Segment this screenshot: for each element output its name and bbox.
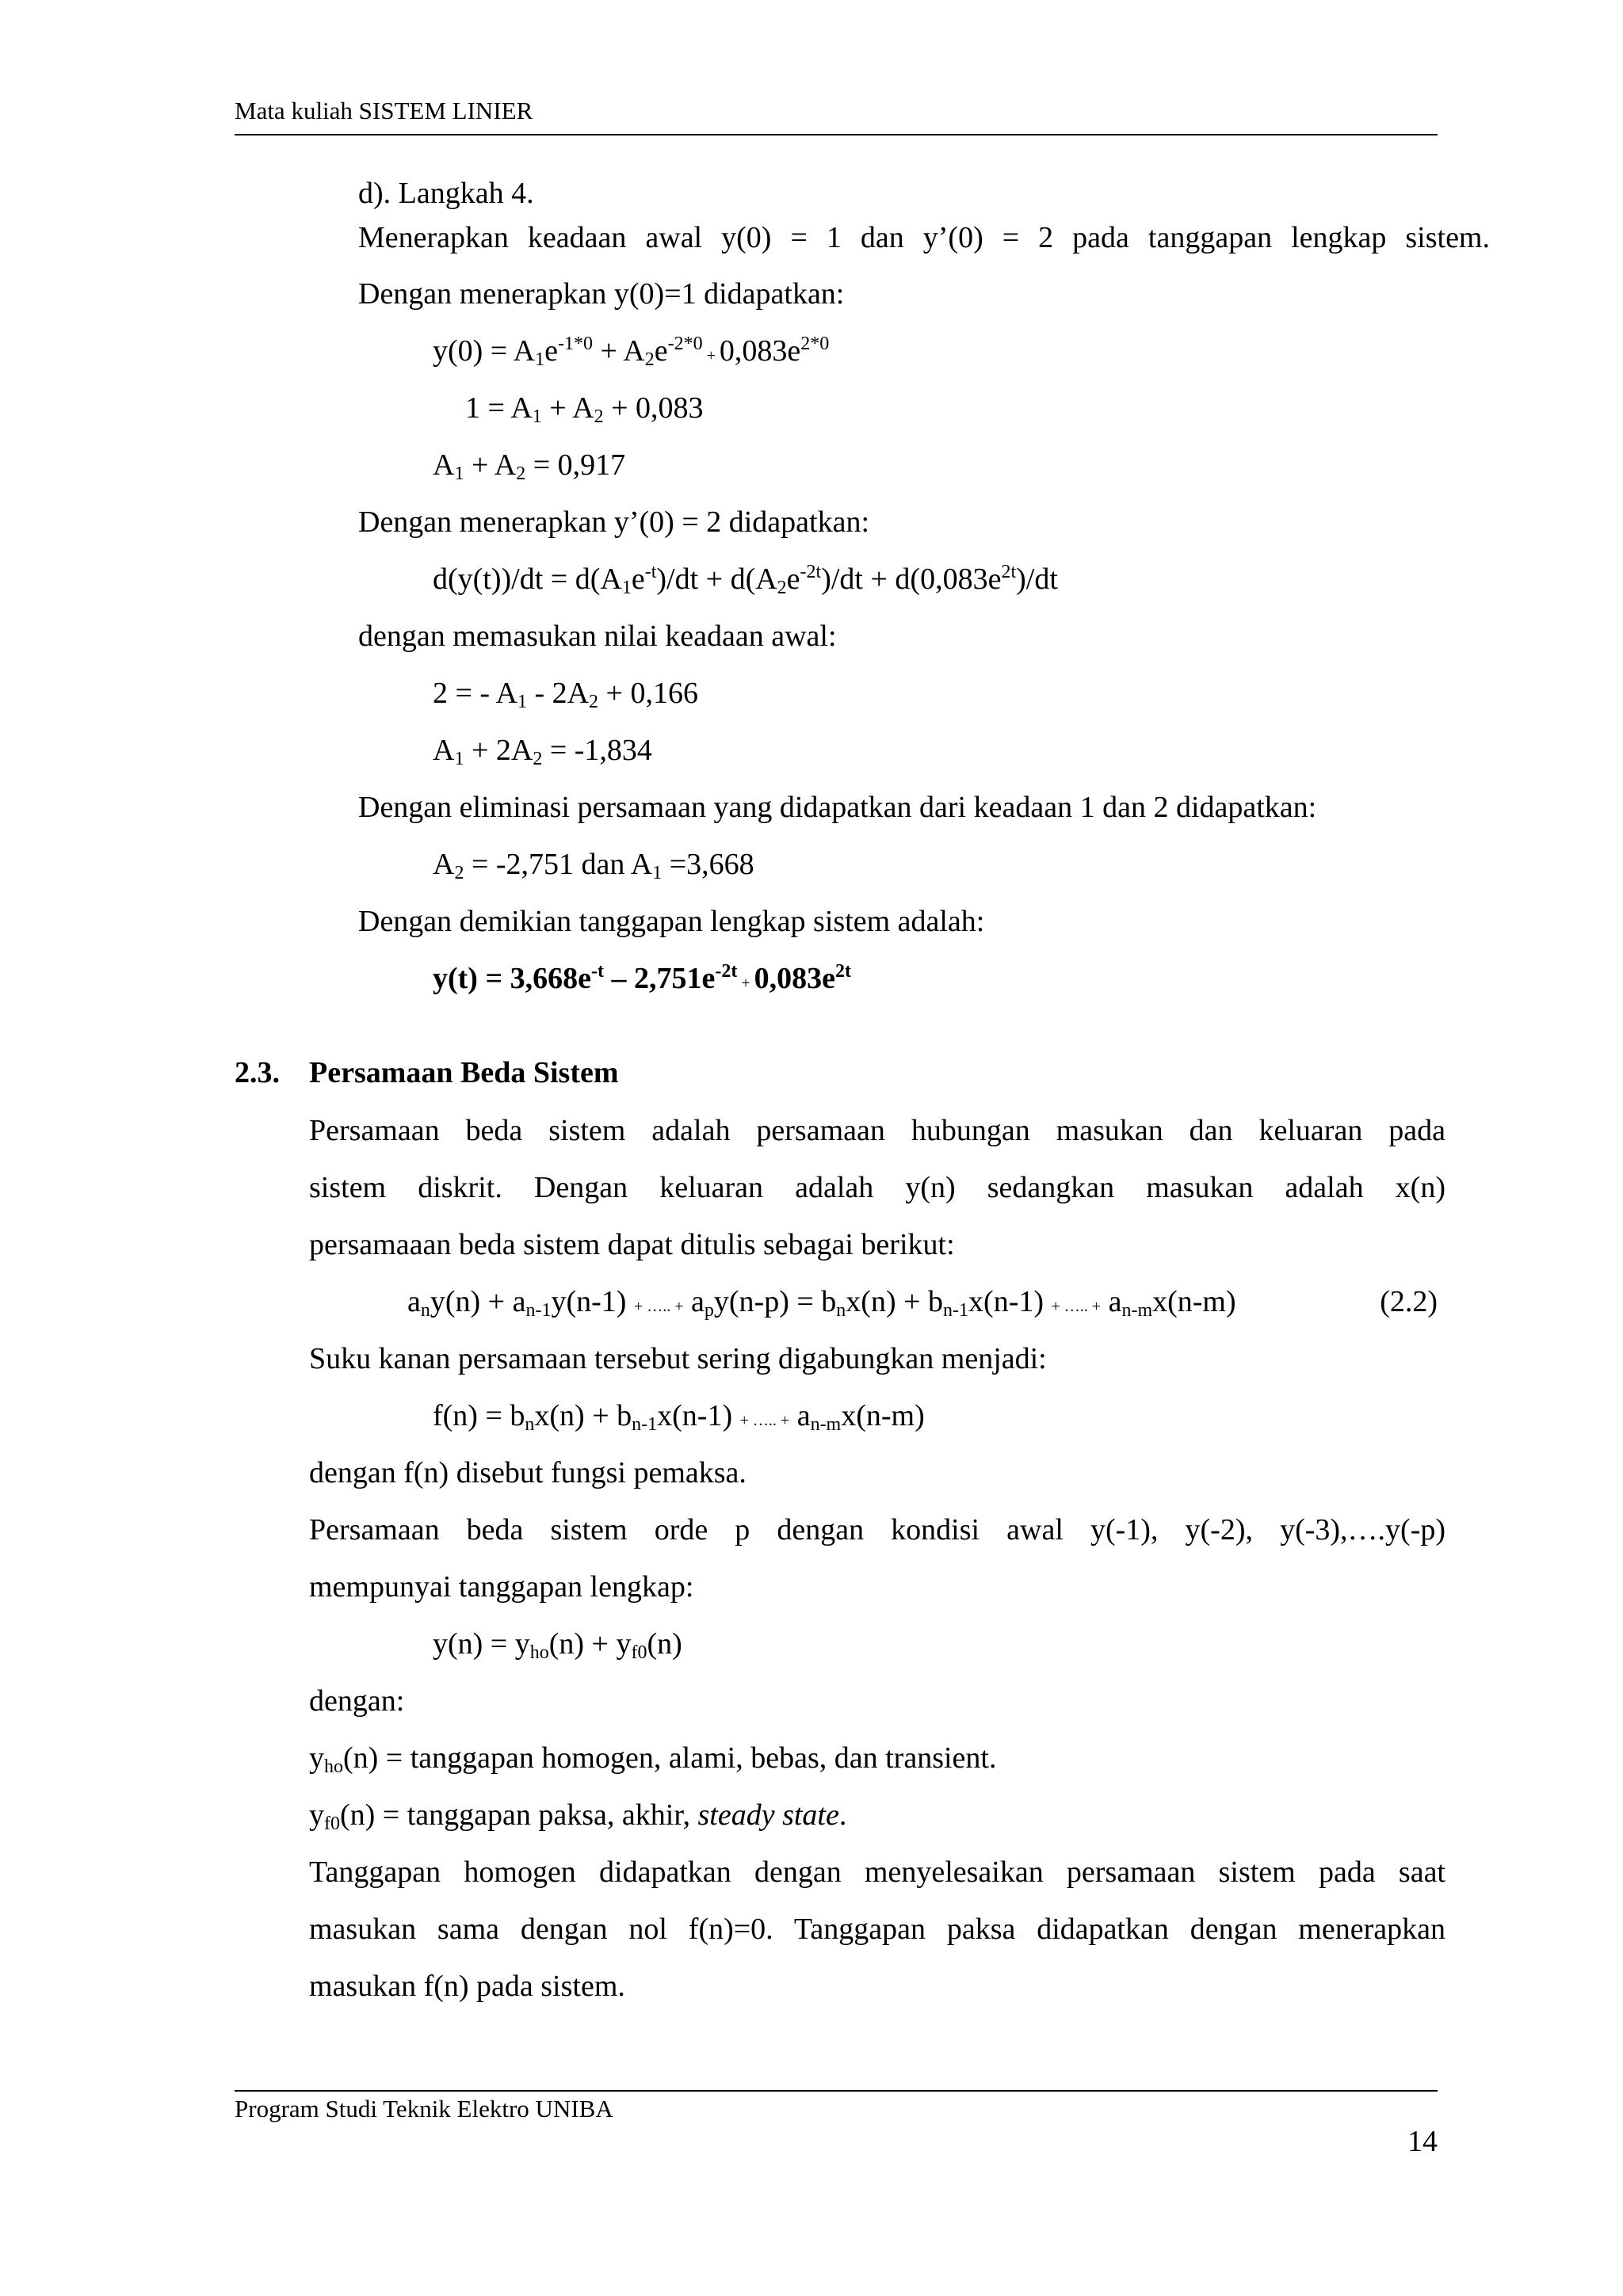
elimination-text: Dengan eliminasi persamaan yang didapatkan dari keadaan 1 dan 2 didapatkan: [358,791,1317,824]
step-heading: d). Langkah 4. [358,177,534,210]
header-rule [235,134,1438,135]
final-response-equation: $y(t) = 3,668e^{-t} - 2,751e^{-2t} + 0,083e^{2t}$ [433,961,851,995]
forcing-function-text: dengan f(n) disebut fungsi pemaksa. [309,1456,747,1489]
apply-dy0-text: Dengan menerapkan y’(0) = 2 didapatkan: [358,505,870,539]
conclusion-text: Dengan demikian tanggapan lengkap sistem adalah: [358,905,985,938]
paragraph-3-line-2: masukan sama dengan nol f(n)=0. Tanggapan paksa didapatkan dengan menerapkan [309,1913,1445,1946]
page-number: 14 [1407,2125,1438,2158]
equation-2-2: $a_ny(n) + a_{n-1}y(n-1)$ + ….. + $a_py(n-p) = b_nx(n) + b_{n-1}x(n-1)$ + ….. + $a_{n-m}x(n-m)$ [407,1285,1236,1321]
equation-initial-2: 2 = - $A_1 - 2A_2 + 0,166$ [433,677,698,712]
paragraph-2-line-1: Persamaan beda sistem orde p dengan kondisi awal y(-1), y(-2), y(-3),….y(-p) [309,1513,1445,1547]
paragraph-1-line-3: persamaaan beda sistem dapat ditulis sebagai berikut: [309,1228,955,1261]
with-text: dengan: [309,1684,405,1718]
definition-homogeneous: $y_{ho}(n)$ = tanggapan homogen, alami, bebas, dan transient. [309,1741,997,1777]
paragraph-3-line-3: masukan f(n) pada sistem. [309,1970,625,2003]
equation-complete-response: $y(n) = y_{ho}(n) + y_{f0}(n)$ [433,1627,682,1663]
equation-a1-2a2: $A_1 + 2A_2 = -1,834$ [433,734,652,769]
paragraph-1-line-1: Persamaan beda sistem adalah persamaan hubungan masukan dan keluaran pada [309,1114,1445,1147]
running-header: Mata kuliah SISTEM LINIER [235,97,533,124]
paragraph-1-line-2: sistem diskrit. Dengan keluaran adalah y(n) sedangkan masukan adalah x(n) [309,1171,1445,1204]
equation-solution: $A_2 = -2,751$ dan $A_1 =3,668$ [433,848,754,883]
section-number: 2.3. [235,1056,280,1089]
equation-y0: $y(0) = A_1e^{-1*0} + A_2e^{-2*0} + 0,083e^{2*0}$ [433,334,830,370]
paragraph-2-line-2: mempunyai tanggapan lengkap: [309,1570,694,1604]
equation-number: (2.2) [1380,1285,1438,1318]
right-side-text: Suku kanan persamaan tersebut sering digabungkan menjadi: [309,1342,1047,1375]
step-intro: Menerapkan keadaan awal y(0) = 1 dan y’(0) = 2 pada tanggapan lengkap sistem. [358,221,1490,254]
footer-rule [235,2090,1438,2092]
section-title: Persamaan Beda Sistem [309,1056,619,1089]
definition-forced: $y_{f0}(n)$ = tanggapan paksa, akhir, steady state. [309,1798,847,1834]
equation-y0-sum: $1 = A_1 + A_2 + 0,083$ [465,391,704,427]
paragraph-3-line-1: Tanggapan homogen didapatkan dengan menyelesaikan persamaan sistem pada saat [309,1855,1445,1889]
insert-initial-text: dengan memasukan nilai keadaan awal: [358,620,837,653]
equation-derivative: $d(y(t))/dt = d(A_1e^{-t})/dt + d(A_2e^{-2t})/dt + d(0,083e^{2t})/dt$ [433,562,1058,598]
equation-a1-a2: $A_1 + A_2 = 0,917$ [433,448,626,484]
apply-y0-text: Dengan menerapkan y(0)=1 didapatkan: [358,277,845,311]
equation-forcing: $f(n) = b_nx(n) + b_{n-1}x(n-1)$ + ….. + $a_{n-m}x(n-m)$ [433,1399,925,1435]
running-footer: Program Studi Teknik Elektro UNIBA [235,2095,613,2122]
